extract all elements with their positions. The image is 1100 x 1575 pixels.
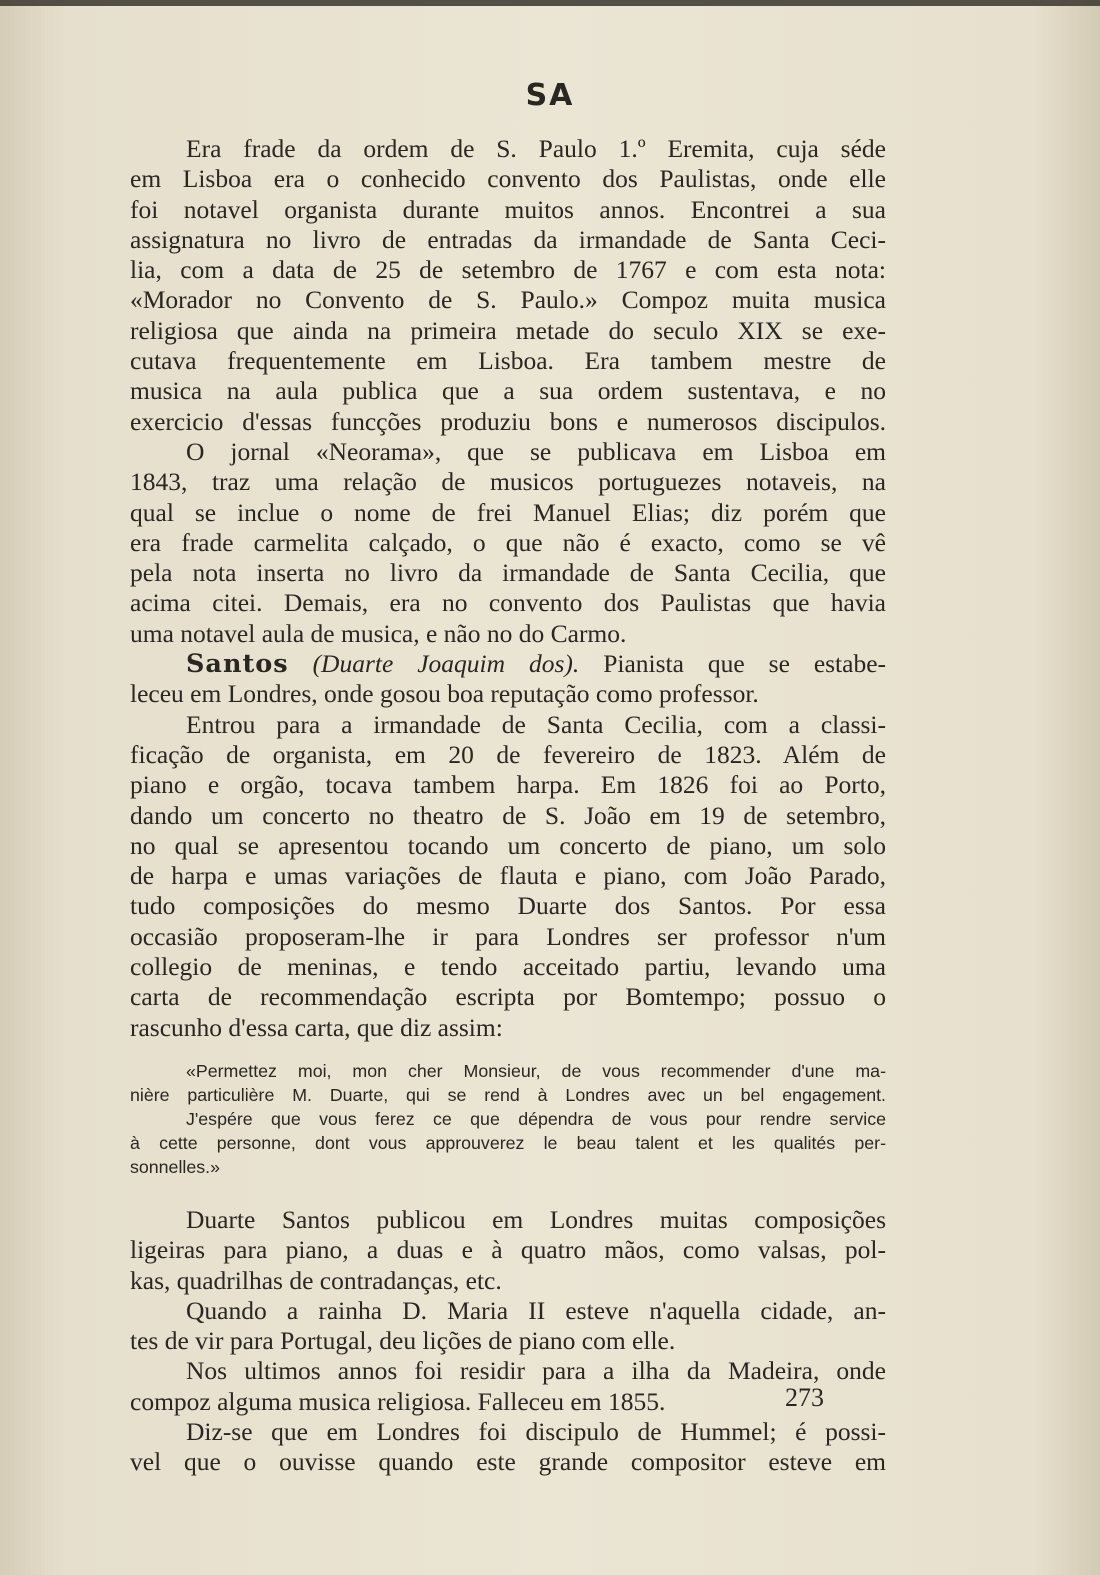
text-line: dando um concerto no theatro de S. João em 19 de setembro, — [130, 800, 886, 830]
text-line: uma notavel aula de musica, e não no do Carmo. — [130, 618, 627, 648]
entry-text: Pianista que se estabe- — [603, 649, 887, 679]
text-line: kas, quadrilhas de contradanças, etc. — [130, 1265, 502, 1295]
text-line: collegio de meninas, e tendo acceitado partiu, levando uma — [130, 952, 886, 982]
text-line: religiosa que ainda na primeira metade do seculo XIX se exe- — [130, 315, 886, 345]
running-header: SA — [525, 78, 575, 113]
page-number: 273 — [785, 1383, 824, 1412]
quote-line: J'espére que vous ferez ce que dépendra de vous pour rendre service — [186, 1108, 886, 1129]
text-line: tudo composições do mesmo Duarte dos Santos. Por essa — [130, 891, 886, 921]
entry-name: Santos — [186, 649, 289, 680]
entry-qualifier: (Duarte Joaquim dos). — [312, 649, 580, 679]
text-line: carta de recommendação escripta por Bomtempo; possuo o — [130, 982, 886, 1012]
quote-line: à cette personne, dont vous approuverez le beau talent et les qualités per- — [130, 1132, 886, 1153]
text-line: foi notavel organista durante muitos annos. Encontrei a sua — [130, 194, 886, 224]
text-line: Diz-se que em Londres foi discipulo de Hummel; é possi- — [186, 1416, 886, 1446]
text-line: occasião proposeram-lhe ir para Londres ser professor n'um — [130, 921, 886, 951]
text-line: Era frade da ordem de S. Paulo 1.º Eremita, cuja séde — [186, 134, 886, 163]
text-line: era frade carmelita calçado, o que não é exacto, como se vê — [130, 527, 886, 557]
quoted-letter — [130, 1059, 886, 1179]
text-line: tes de vir para Portugal, deu lições de piano com elle. — [130, 1326, 676, 1356]
text-line: vel que o ouvisse quando este grande compositor esteve em — [130, 1447, 886, 1477]
text-line: acima citei. Demais, era no convento dos Paulistas que havia — [130, 588, 886, 618]
text-line: Quando a rainha D. Maria II esteve n'aquella cidade, an- — [186, 1295, 886, 1325]
text-line: ligeiras para piano, a duas e à quatro mãos, como valsas, pol- — [130, 1235, 886, 1265]
text-line: cutava frequentemente em Lisboa. Era tambem mestre de — [130, 346, 886, 376]
quote-line: nière particulière M. Duarte, qui se rend à Londres avec un bel engagement. — [130, 1084, 886, 1105]
text-line: Entrou para a irmandade de Santa Cecilia, com a classi- — [186, 709, 886, 739]
text-line: «Morador no Convento de S. Paulo.» Compoz muita musica — [130, 285, 886, 315]
quote-line: sonnelles.» — [130, 1156, 220, 1177]
text-line: piano e orgão, tocava tambem harpa. Em 1826 foi ao Porto, — [130, 770, 886, 800]
page-edge-line — [0, 0, 1100, 6]
text-line: de harpa e umas variações de flauta e piano, com João Parado, — [130, 861, 886, 891]
text-line: Duarte Santos publicou em Londres muitas composições — [186, 1204, 886, 1234]
text-line: leceu em Londres, onde gosou boa reputação como professor. — [130, 679, 759, 709]
text-line: pela nota inserta no livro da irmandade de Santa Cecilia, que — [130, 558, 886, 588]
text-line: assignatura no livro de entradas da irmandade de Santa Ceci- — [130, 224, 886, 254]
text-line: 1843, traz uma relação de musicos portuguezes notaveis, na — [130, 467, 886, 497]
text-line: exercicio d'essas funcções produziu bons e numerosos discipulos. — [130, 406, 886, 436]
quote-line: «Permettez moi, mon cher Monsieur, de vous recommender d'une ma- — [186, 1060, 886, 1081]
text-line: lia, com a data de 25 de setembro de 1767 e com esta nota: — [130, 255, 886, 285]
entry-heading-line — [130, 649, 886, 679]
text-line: no qual se apresentou tocando um concerto de piano, um solo — [130, 830, 886, 860]
text-line: ficação de organista, em 20 de fevereiro de 1823. Além de — [130, 739, 886, 769]
text-line: em Lisboa era o conhecido convento dos Paulistas, onde elle — [130, 164, 886, 194]
text-line: compoz alguma musica religiosa. Falleceu em 1855. — [130, 1386, 666, 1416]
text-line: Nos ultimos annos foi residir para a ilha da Madeira, onde — [186, 1356, 886, 1386]
text-line: rascunho d'essa carta, que diz assim: — [130, 1012, 503, 1042]
text-line: musica na aula publica que a sua ordem sustentava, e no — [130, 376, 886, 406]
body-text — [130, 134, 886, 1478]
text-line: qual se inclue o nome de frei Manuel Elias; diz porém que — [130, 497, 886, 527]
text-line: O jornal «Neorama», que se publicava em Lisboa em — [186, 436, 886, 466]
